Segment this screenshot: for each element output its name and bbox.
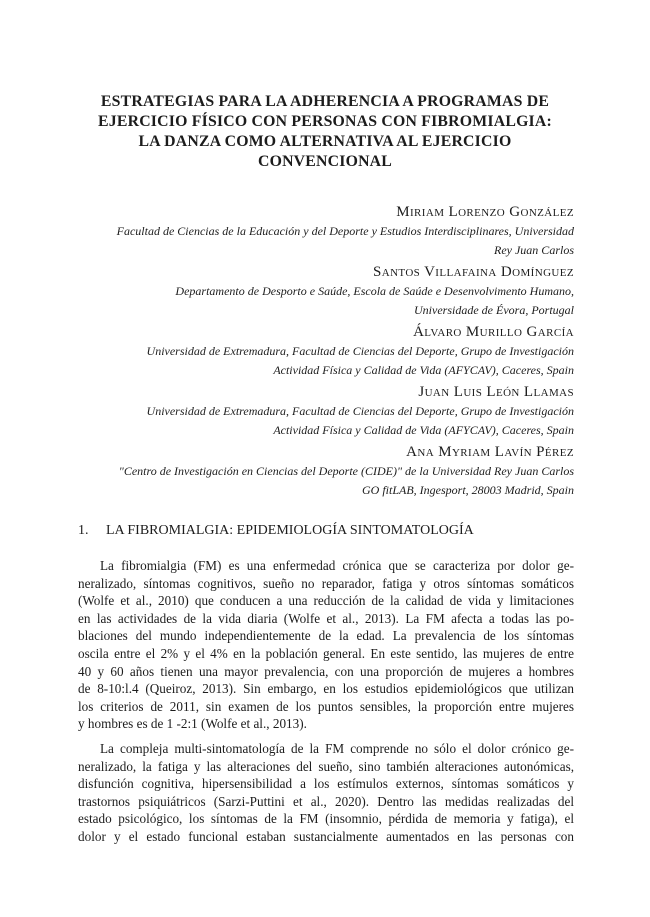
author-name: Miriam Lorenzo González (396, 204, 574, 220)
author-affiliation: Universidad de Extremadura, Facultad de Ciencias del Deporte, Grupo de Investigación (146, 404, 574, 418)
author-affiliation: GO fitLAB, Ingesport, 28003 Madrid, Spain (362, 483, 574, 497)
author-block (60, 443, 574, 500)
text-line: estado psicológico, los síntomas de la FM (insomnio, pérdida de memoria y fatiga), el (78, 811, 574, 827)
author-block (60, 323, 574, 380)
author-affiliation: Facultad de Ciencias de la Educación y del Deporte y Estudios Interdisciplinares, Universidad (116, 224, 574, 238)
author-name: Juan Luis León Llamas (418, 384, 574, 400)
text-line: neralizado, la fatiga y las alteraciones del sueño, sino también alteraciones autonómicas, (78, 758, 574, 774)
text-line: en las actividades de la vida diaria (Wolfe et al., 2013). La FM afecta a todas las po- (78, 610, 574, 626)
paper-title (80, 92, 570, 172)
author-affiliation: Actividad Física y Calidad de Vida (AFYCAV), Caceres, Spain (273, 363, 574, 377)
author-list (60, 200, 574, 500)
author-block (60, 263, 574, 320)
paragraph (78, 557, 574, 733)
author-name: Álvaro Murillo García (413, 324, 574, 340)
author-block (60, 203, 574, 260)
author-name: Santos Villafaina Domínguez (372, 264, 574, 280)
text-line: de 8-10:l.4 (Queiroz, 2013). Sin embargo, en los estudios epidemiológicos que utilizan (78, 681, 574, 697)
text-line: La compleja multi-sintomatología de la FM comprende no sólo el dolor crónico ge- (100, 740, 574, 756)
title-line: CONVENCIONAL (257, 153, 393, 170)
section-number: 1. (78, 523, 89, 538)
title-line: EJERCICIO FÍSICO CON PERSONAS CON FIBROMIALGIA: (98, 113, 552, 130)
text-line: dolor y el estado funcional estaban sustancialmente aumentados en las personas con (78, 828, 574, 844)
title-line: ESTRATEGIAS PARA LA ADHERENCIA A PROGRAMAS DE (100, 93, 550, 110)
text-line: trastornos psiquiátricos (Sarzi-Puttini et al., 2020). Dentro las medidas realizadas del (78, 793, 574, 809)
author-affiliation: Rey Juan Carlos (494, 243, 574, 257)
text-line: La fibromialgia (FM) es una enfermedad crónica que se caracteriza por dolor ge- (100, 558, 574, 573)
author-affiliation: "Centro de Investigación en Ciencias del Deporte (CIDE)" de la Universidad Rey Juan Carlos (118, 464, 574, 478)
section-title: LA FIBROMIALGIA: EPIDEMIOLOGÍA SINTOMATOLOGÍA (106, 523, 474, 538)
text-line: disfunción cognitiva, hipersensibilidad a los estímulos externos, síntomas somáticos y (78, 776, 574, 792)
section-heading (78, 522, 578, 540)
author-affiliation: Departamento de Desporto e Saúde, Escola de Saúde e Desenvolvimento Humano, (175, 284, 574, 298)
text-line: neralizado, síntomas cognitivos, sueño no reparador, fatiga y otros síntomas somáticos (78, 575, 574, 591)
author-affiliation: Actividad Física y Calidad de Vida (AFYCAV), Caceres, Spain (273, 423, 574, 437)
author-block (60, 383, 574, 440)
paragraph (78, 740, 574, 846)
text-line: 40 y 60 años tienen una mayor prevalencia, con una proporción de mujeres a hombres (78, 663, 574, 679)
body-text (78, 557, 574, 853)
author-affiliation: Universidad de Extremadura, Facultad de Ciencias del Deporte, Grupo de Investigación (146, 344, 574, 358)
text-line: y hombres es de 1 -2:1 (Wolfe et al., 2013). (78, 716, 307, 732)
author-name: Ana Myriam Lavín Pérez (406, 444, 574, 460)
text-line: oscila entre el 2% y el 4% en la población general. En este sentido, las mujeres de entre (78, 645, 574, 661)
text-line: los criterios de 2011, sin examen de los puntos sensibles, la proporción entre mujeres (78, 698, 574, 714)
author-affiliation: Universidade de Évora, Portugal (414, 303, 574, 317)
text-line: (Wolfe et al., 2010) que conducen a una reducción de la calidad de vida y limitaciones (78, 593, 574, 609)
title-line: LA DANZA COMO ALTERNATIVA AL EJERCICIO (138, 133, 512, 150)
text-line: blaciones del mundo independientemente de la edad. La prevalencia de los síntomas (78, 628, 574, 644)
